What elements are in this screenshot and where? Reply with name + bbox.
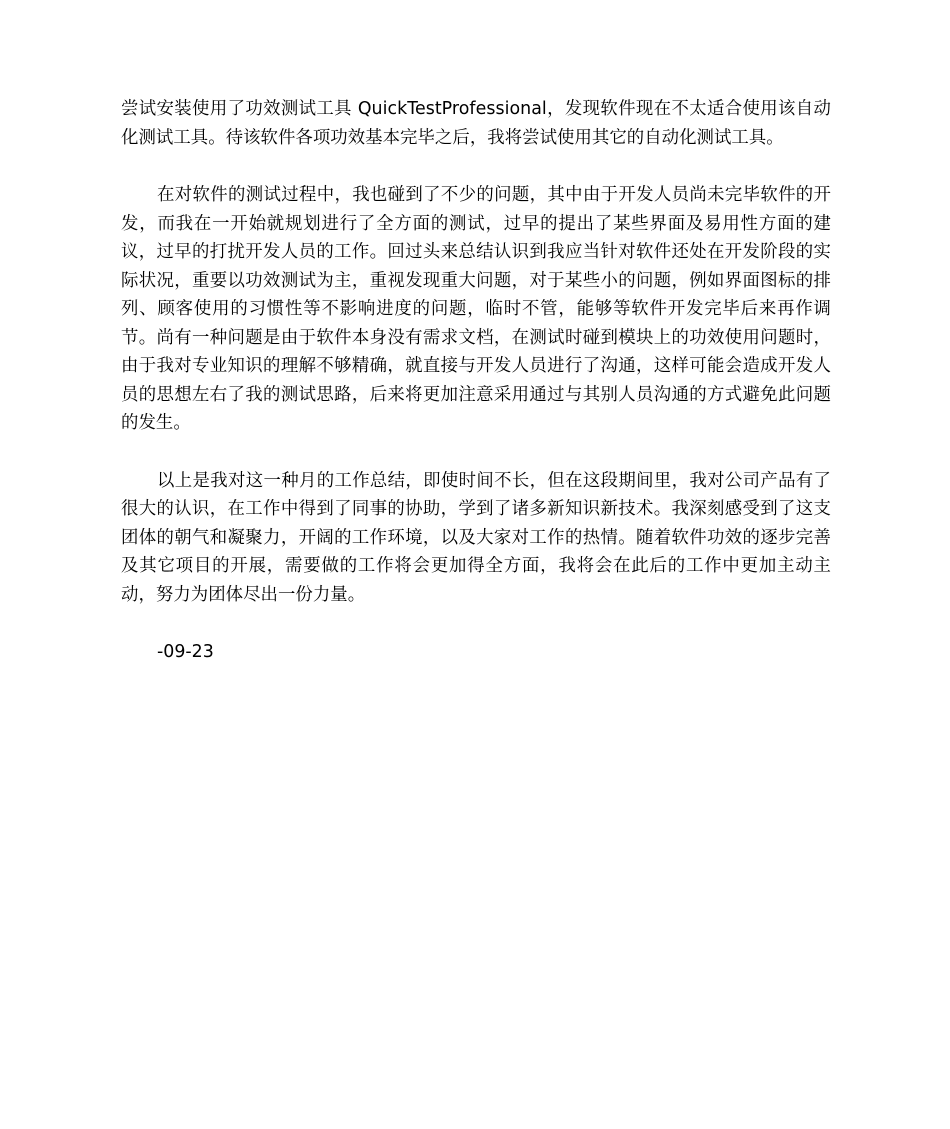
paragraph-1: 尝试安装使用了功效测试工具 QuickTestProfessional，发现软件现在不太适合使用该自动化测试工具。待该软件各项功效基本完毕之后，我将尝试使用其它的自动化测试工具。 xyxy=(121,99,831,148)
document-page xyxy=(121,95,831,667)
paragraph-3: 以上是我对这一种月的工作总结，即使时间不长，但在这段期间里，我对公司产品有了很大的认识，在工作中得到了同事的协助，学到了诸多新知识新技术。我深刻感受到了这支团体的朝气和凝聚力，开阔的工作环境，以及大家对工作的热情。随着软件功效的逐步完善及其它项目的开展，需要做的工作将会更加得全方面，我将会在此后的工作中更加主动主动，努力为团体尽出一份力量。 xyxy=(121,470,831,605)
document-date: -09-23 xyxy=(157,642,214,662)
paragraph-2: 在对软件的测试过程中，我也碰到了不少的问题，其中由于开发人员尚未完毕软件的开发，而我在一开始就规划进行了全方面的测试，过早的提出了某些界面及易用性方面的建议，过早的打扰开发人员的工作。回过头来总结认识到我应当针对软件还处在开发阶段的实际状况，重要以功效测试为主，重视发现重大问题，对于某些小的问题，例如界面图标的排列、顾客使用的习惯性等不影响进度的问题，临时不管，能够等软件开发完毕后来再作调节。尚有一种问题是由于软件本身没有需求文档，在测试时碰到模块上的功效使用问题时，由于我对专业知识的理解不够精确，就直接与开发人员进行了沟通，这样可能会造成开发人员的思想左右了我的测试思路，后来将更加注意采用通过与其别人员沟通的方式避免此问题的发生。 xyxy=(121,185,831,433)
